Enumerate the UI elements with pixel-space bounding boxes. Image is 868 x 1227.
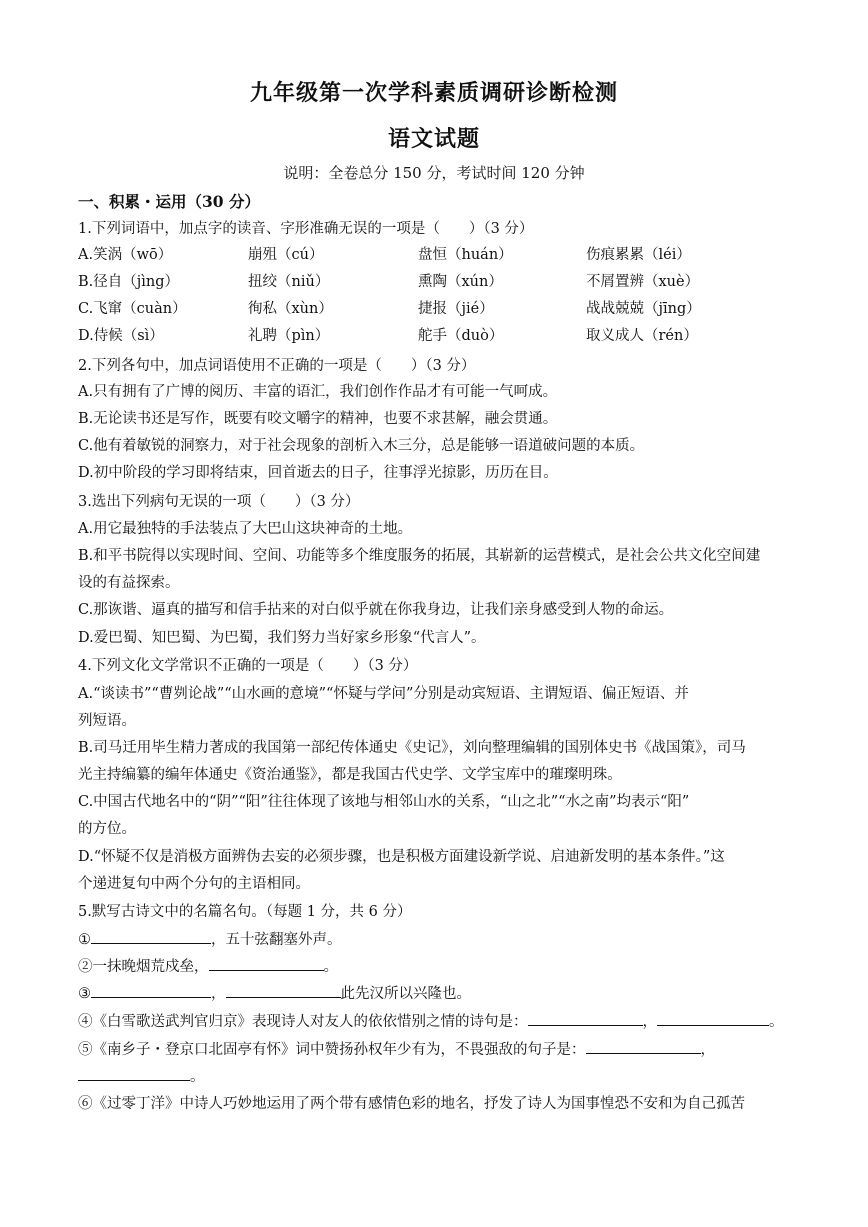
q5-text: ②一抹晚烟荒戍垒，	[78, 959, 209, 975]
section-heading: 一、积累・运用（30 分）	[78, 192, 260, 211]
q1-cell: A.笑涡（wō）	[78, 247, 173, 263]
q5-text: ，	[211, 986, 226, 1002]
q3-line: C.那诙谐、逼真的描写和信手拈来的对白似乎就在你我身边，让我们亲身感受到人物的命运。	[78, 602, 674, 618]
q4-line: C.中国古代地名中的“阴”“阳”往往体现了该地与相邻山水的关系，“山之北”“水之南”均表示“阳”	[78, 794, 690, 810]
q1-cell: D.侍候（sì）	[78, 328, 164, 344]
answer-blank[interactable]	[78, 1066, 190, 1081]
q1-cell: 礼聘（pìn）	[248, 328, 330, 344]
q1-cell: 伤痕累累（léi）	[586, 247, 691, 263]
q4-stem: 4.下列文化文学常识不正确的一项是（ ）（3 分）	[78, 658, 418, 674]
q3-line: D.爱巴蜀、知巴蜀、为巴蜀，我们努力当好家乡形象“代言人”。	[78, 630, 486, 646]
page-title: 九年级第一次学科素质调研诊断检测	[249, 80, 618, 106]
q5-item-4	[78, 1010, 784, 1031]
q5-text: 。	[323, 959, 338, 975]
q5-text: ⑤《南乡子・登京口北固亭有怀》词中赞扬孙权年少有为，不畏强敌的句子是：	[78, 1042, 586, 1058]
q1-cell: 盘恒（huán）	[418, 247, 513, 263]
q4-line: 的方位。	[78, 821, 136, 837]
q1-cell: C.飞窜（cuàn）	[78, 301, 187, 317]
q5-item-5-cont	[78, 1065, 205, 1086]
answer-blank[interactable]	[528, 1011, 643, 1026]
q1-cell: 不屑置辨（xuè）	[586, 274, 700, 290]
q2-option: D.初中阶段的学习即将结束，回首逝去的日子，往事浮光掠影，历历在目。	[78, 465, 558, 481]
q4-line: 光主持编纂的编年体通史《资治通鉴》，都是我国古代史学、文学宝库中的璀璨明珠。	[78, 767, 622, 783]
q5-text: 。	[190, 1069, 205, 1085]
q5-item-1	[78, 928, 342, 949]
q4-line: 列短语。	[78, 713, 136, 729]
q4-line: B.司马迁用毕生精力著成的我国第一部纪传体通史《史记》，刘向整理编辑的国别体史书《战国策》，司马	[78, 740, 746, 756]
q5-text: ①	[78, 932, 91, 948]
q3-stem: 3.选出下列病句无误的一项（ ）（3 分）	[78, 494, 360, 510]
q1-cell: B.径自（jìng）	[78, 274, 180, 290]
q5-item-2	[78, 955, 338, 976]
q3-line: A.用它最独特的手法装点了大巴山这块神奇的土地。	[78, 521, 413, 537]
q2-option: C.他有着敏锐的洞察力，对于社会现象的剖析入木三分，总是能够一语道破问题的本质。	[78, 438, 645, 454]
q2-stem: 2.下列各句中，加点词语使用不正确的一项是（ ）（3 分）	[78, 358, 476, 374]
q5-text: ，五十弦翻塞外声。	[211, 932, 342, 948]
q5-text: 此先汉所以兴隆也。	[340, 986, 471, 1002]
q1-row-c	[78, 297, 794, 318]
q3-line: B.和平书院得以实现时间、空间、功能等多个维度服务的拓展，其崭新的运营模式，是社会公共文化空间建	[78, 548, 761, 564]
q1-cell: 战战兢兢（jīng）	[586, 301, 701, 317]
q5-item-5	[78, 1038, 715, 1059]
q3-line: 设的有益探索。	[78, 575, 180, 591]
q5-text: ，	[642, 1014, 657, 1030]
answer-blank[interactable]	[209, 956, 324, 971]
q1-cell: 舵手（duò）	[418, 328, 504, 344]
exam-note: 说明：全卷总分 150 分，考试时间 120 分钟	[283, 164, 585, 182]
q1-cell: 崩殂（cú）	[248, 247, 324, 263]
q1-row-b	[78, 270, 794, 291]
q5-text: ④《白雪歌送武判官归京》表现诗人对友人的依依惜别之情的诗句是：	[78, 1014, 528, 1030]
q4-line: 个递进复句中两个分句的主语相同。	[78, 876, 310, 892]
q1-row-a	[78, 243, 794, 264]
q5-text: 。	[769, 1014, 784, 1030]
q5-item-3	[78, 982, 471, 1003]
q1-row-d	[78, 324, 794, 345]
q1-cell: 徇私（xùn）	[248, 301, 333, 317]
q2-option: B.无论读书还是写作，既要有咬文嚼字的精神，也要不求甚解，融会贯通。	[78, 411, 558, 427]
q5-text: ③	[78, 986, 91, 1002]
answer-blank[interactable]	[586, 1039, 701, 1054]
q2-option: A.只有拥有了广博的阅历、丰富的语汇，我们创作作品才有可能一气呵成。	[78, 384, 558, 400]
q1-cell: 捷报（jié）	[418, 301, 494, 317]
q1-stem: 1.下列词语中，加点字的读音、字形准确无误的一项是（ ）（3 分）	[78, 221, 534, 237]
q5-stem: 5.默写古诗文中的名篇名句。（每题 1 分，共 6 分）	[78, 904, 412, 920]
answer-blank[interactable]	[91, 929, 211, 944]
page-subtitle: 语文试题	[387, 126, 480, 152]
q5-item-6: ⑥《过零丁洋》中诗人巧妙地运用了两个带有感情色彩的地名，抒发了诗人为国事惶恐不安和为自己孤苦	[78, 1096, 745, 1112]
q5-text: ，	[700, 1042, 715, 1058]
q1-cell: 扭绞（niǔ）	[248, 274, 330, 290]
answer-blank[interactable]	[226, 983, 341, 998]
answer-blank[interactable]	[657, 1011, 769, 1026]
q1-cell: 取义成人（rén）	[586, 328, 698, 344]
answer-blank[interactable]	[91, 983, 211, 998]
q1-cell: 熏陶（xún）	[418, 274, 503, 290]
q4-line: D.“怀疑不仅是消极方面辨伪去妄的必须步骤，也是积极方面建设新学说、启迪新发明的基本条件。”这	[78, 849, 725, 865]
q4-line: A.“谈读书”“曹刿论战”“山水画的意境”“怀疑与学问”分别是动宾短语、主谓短语、偏正短语、并	[78, 686, 689, 702]
